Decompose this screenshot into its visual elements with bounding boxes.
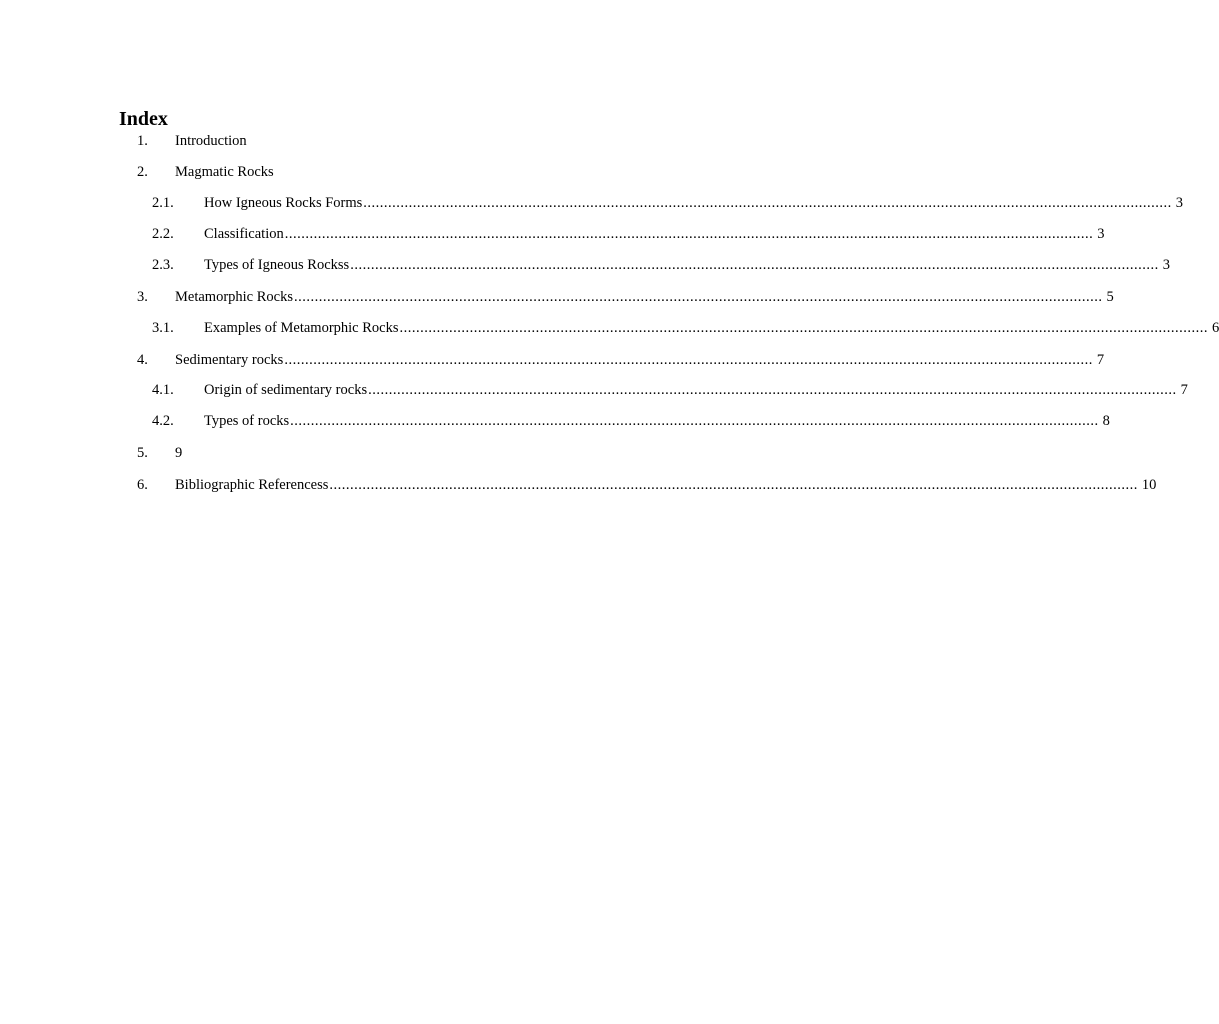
toc-dot-leader: .................................................................................................................................................................................................... — [350, 257, 1159, 273]
toc-entry-number: 4. — [137, 352, 148, 368]
toc-entry-number: 2.1. — [152, 195, 174, 211]
toc-entry-examples-of-metamorphic-rocks[interactable] — [152, 318, 1219, 338]
toc-entry-label: Types of rocks — [204, 413, 290, 429]
toc-entry-classification[interactable] — [152, 224, 1105, 244]
toc-entry-number: 3.1. — [152, 320, 174, 336]
page-title: Index — [119, 108, 168, 130]
toc-dot-leader: .................................................................................................................................................................................................... — [399, 320, 1208, 336]
toc-entry-page: 8 — [1102, 413, 1110, 429]
toc-entry-item-5[interactable] — [137, 443, 697, 463]
toc-entry-page: 3 — [1175, 195, 1184, 211]
toc-entry-page: 3 — [1097, 226, 1105, 242]
toc-entry-sedimentary-rocks[interactable] — [137, 350, 1105, 370]
toc-entry-label: Magmatic Rocks — [175, 164, 274, 180]
toc-entry-how-igneous-rocks-forms[interactable] — [152, 193, 1184, 213]
toc-entry-label: Sedimentary rocks — [175, 352, 284, 368]
toc-entry-label: Introduction — [175, 133, 247, 149]
toc-entry-number: 4.2. — [152, 413, 174, 429]
toc-entry-number: 3. — [137, 289, 148, 305]
toc-entry-number: 5. — [137, 445, 148, 461]
toc-entry-metamorphic-rocks[interactable] — [137, 287, 1114, 307]
toc-dot-leader: .................................................................................................................................................................................................... — [363, 195, 1172, 211]
toc-entry-label: How Igneous Rocks Forms — [204, 195, 363, 211]
toc-dot-leader: .................................................................................................................................................................................................... — [290, 413, 1099, 429]
toc-dot-leader: .................................................................................................................................................................................................... — [284, 352, 1093, 368]
toc-entry-number: 6. — [137, 477, 148, 493]
toc-entry-label: Types of Igneous Rockss — [204, 257, 350, 273]
toc-entry-number: 2.2. — [152, 226, 174, 242]
toc-entry-types-of-igneous-rocks[interactable] — [152, 255, 1170, 275]
toc-entry-label: Bibliographic Referencess — [175, 477, 329, 493]
toc-dot-leader: .................................................................................................................................................................................................... — [368, 382, 1177, 398]
toc-entry-bibliographic-references[interactable] — [137, 475, 1157, 495]
toc-entry-page: 5 — [1106, 289, 1114, 305]
toc-dot-leader: .................................................................................................................................................................................................... — [284, 226, 1094, 242]
toc-entry-label: Classification — [204, 226, 284, 242]
toc-entry-origin-of-sedimentary-rocks[interactable] — [152, 380, 1188, 400]
toc-dot-leader: .................................................................................................................................................................................................... — [294, 289, 1103, 305]
toc-entry-introduction[interactable] — [137, 131, 697, 151]
toc-entry-page: 6 — [1212, 320, 1219, 336]
toc-entry-page: 7 — [1180, 382, 1188, 398]
toc-entry-page: 3 — [1162, 257, 1170, 273]
toc-entry-magmatic-rocks[interactable] — [137, 162, 697, 182]
toc-entry-number: 2.3. — [152, 257, 174, 273]
toc-entry-label: Origin of sedimentary rocks — [204, 382, 368, 398]
toc-dot-leader: .................................................................................................................................................................................................... — [329, 477, 1138, 493]
toc-entry-types-of-rocks[interactable] — [152, 411, 1110, 431]
toc-entry-number: 2. — [137, 164, 148, 180]
toc-entry-label: 9 — [175, 445, 183, 461]
toc-entry-label: Metamorphic Rocks — [175, 289, 293, 305]
toc-entry-label: Examples of Metamorphic Rocks — [204, 320, 399, 336]
toc-entry-page: 10 — [1141, 477, 1157, 493]
toc-entry-page: 7 — [1096, 352, 1105, 368]
toc-entry-number: 4.1. — [152, 382, 174, 398]
toc-entry-number: 1. — [137, 133, 148, 149]
